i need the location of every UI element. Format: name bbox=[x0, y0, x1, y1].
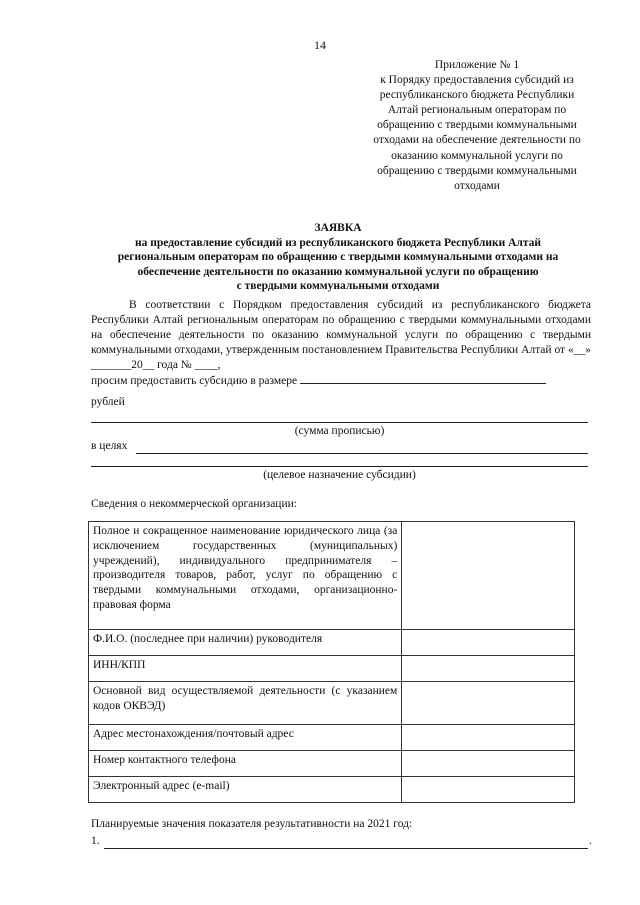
table-row bbox=[89, 630, 575, 656]
row-label: Адрес местонахождения/почтовый адрес bbox=[89, 725, 402, 751]
intro-paragraph bbox=[91, 298, 591, 388]
appendix-line: обращению с твердыми коммунальными bbox=[377, 119, 577, 132]
row-label: Электронный адрес (e-mail) bbox=[89, 777, 402, 803]
title-heading: ЗАЯВКА bbox=[314, 222, 362, 234]
title-line: с твердыми коммунальными отходами bbox=[236, 280, 440, 293]
table-row bbox=[89, 725, 575, 751]
org-info-table bbox=[88, 521, 575, 803]
rubles-label: рублей bbox=[91, 396, 125, 408]
appendix-heading: Приложение № 1 bbox=[434, 59, 520, 71]
indicator-item-end: . bbox=[589, 835, 592, 847]
row-value[interactable] bbox=[402, 777, 575, 803]
purpose-label: в целях bbox=[91, 440, 128, 452]
table-row bbox=[89, 751, 575, 777]
planned-indicators-heading: Планируемые значения показателя результативности на 2021 год: bbox=[91, 818, 413, 830]
title-line: на предоставление субсидий из республиканского бюджета Республики Алтай bbox=[134, 236, 542, 249]
row-value[interactable] bbox=[402, 656, 575, 682]
subsidy-amount-field[interactable] bbox=[300, 373, 546, 384]
amount-caption: (сумма прописью) bbox=[294, 425, 385, 437]
table-row bbox=[89, 656, 575, 682]
row-value[interactable] bbox=[402, 630, 575, 656]
row-value[interactable] bbox=[402, 725, 575, 751]
page-number: 14 bbox=[314, 38, 326, 52]
row-label: ИНН/КПП bbox=[89, 656, 402, 682]
appendix-line: оказанию коммунальной услуги по bbox=[391, 149, 563, 162]
appendix-header bbox=[352, 58, 602, 194]
amount-words-line[interactable] bbox=[91, 422, 588, 423]
row-value[interactable] bbox=[402, 751, 575, 777]
subsidy-request-label: просим предоставить субсидию в размере bbox=[91, 374, 298, 387]
appendix-line: Алтай региональным операторам по bbox=[387, 104, 567, 117]
org-info-heading: Сведения о некоммерческой организации: bbox=[91, 498, 297, 510]
purpose-caption: (целевое назначение субсидии) bbox=[263, 469, 416, 481]
purpose-line-2[interactable] bbox=[91, 466, 588, 467]
indicator-item-line[interactable] bbox=[104, 848, 588, 849]
title-line: региональным операторам по обращению с твердыми коммунальными отходами на bbox=[117, 251, 559, 264]
indicator-item-label: 1. bbox=[91, 835, 100, 847]
title-line: обеспечение деятельности по оказанию коммунальной услуги по обращению bbox=[137, 265, 539, 278]
row-value[interactable] bbox=[402, 522, 575, 630]
row-label: Основной вид осуществляемой деятельности (с указанием кодов ОКВЭД) bbox=[89, 682, 402, 725]
table-row bbox=[89, 682, 575, 725]
table-row bbox=[89, 522, 575, 630]
appendix-line: к Порядку предоставления субсидий из bbox=[380, 74, 574, 87]
row-label: Ф.И.О. (последнее при наличии) руководителя bbox=[89, 630, 402, 656]
subsidy-request-line bbox=[91, 373, 591, 389]
row-value[interactable] bbox=[402, 682, 575, 725]
appendix-line: республиканского бюджета Республики bbox=[379, 89, 575, 102]
purpose-line-1[interactable] bbox=[136, 453, 588, 454]
document-title bbox=[92, 221, 584, 294]
appendix-line: отходами на обеспечение деятельности по bbox=[373, 134, 581, 147]
appendix-line: обращению с твердыми коммунальными bbox=[377, 164, 577, 177]
table-row bbox=[89, 777, 575, 803]
appendix-line: отходами bbox=[454, 179, 500, 192]
row-label: Полное и сокращенное наименование юридического лица (за исключением государственных (муниципальных) учреждений), индивидуального предпринимателя – производителя товаров, работ, услуг по обращению с твердыми коммунальными отходами, организационно-правовая форма bbox=[89, 522, 402, 630]
intro-text: В соответствии с Порядком предоставления субсидий из республиканского бюджета Республики Алтай региональным операторам по обращению с твердыми коммунальными отходами на обеспечение деятельности по оказанию коммунальной услуги по обращению с твердыми коммунальными отходами, утвержденным постановлением Правительства Республики Алтай от «__» _______20__ года № ____, bbox=[91, 299, 591, 371]
row-label: Номер контактного телефона bbox=[89, 751, 402, 777]
